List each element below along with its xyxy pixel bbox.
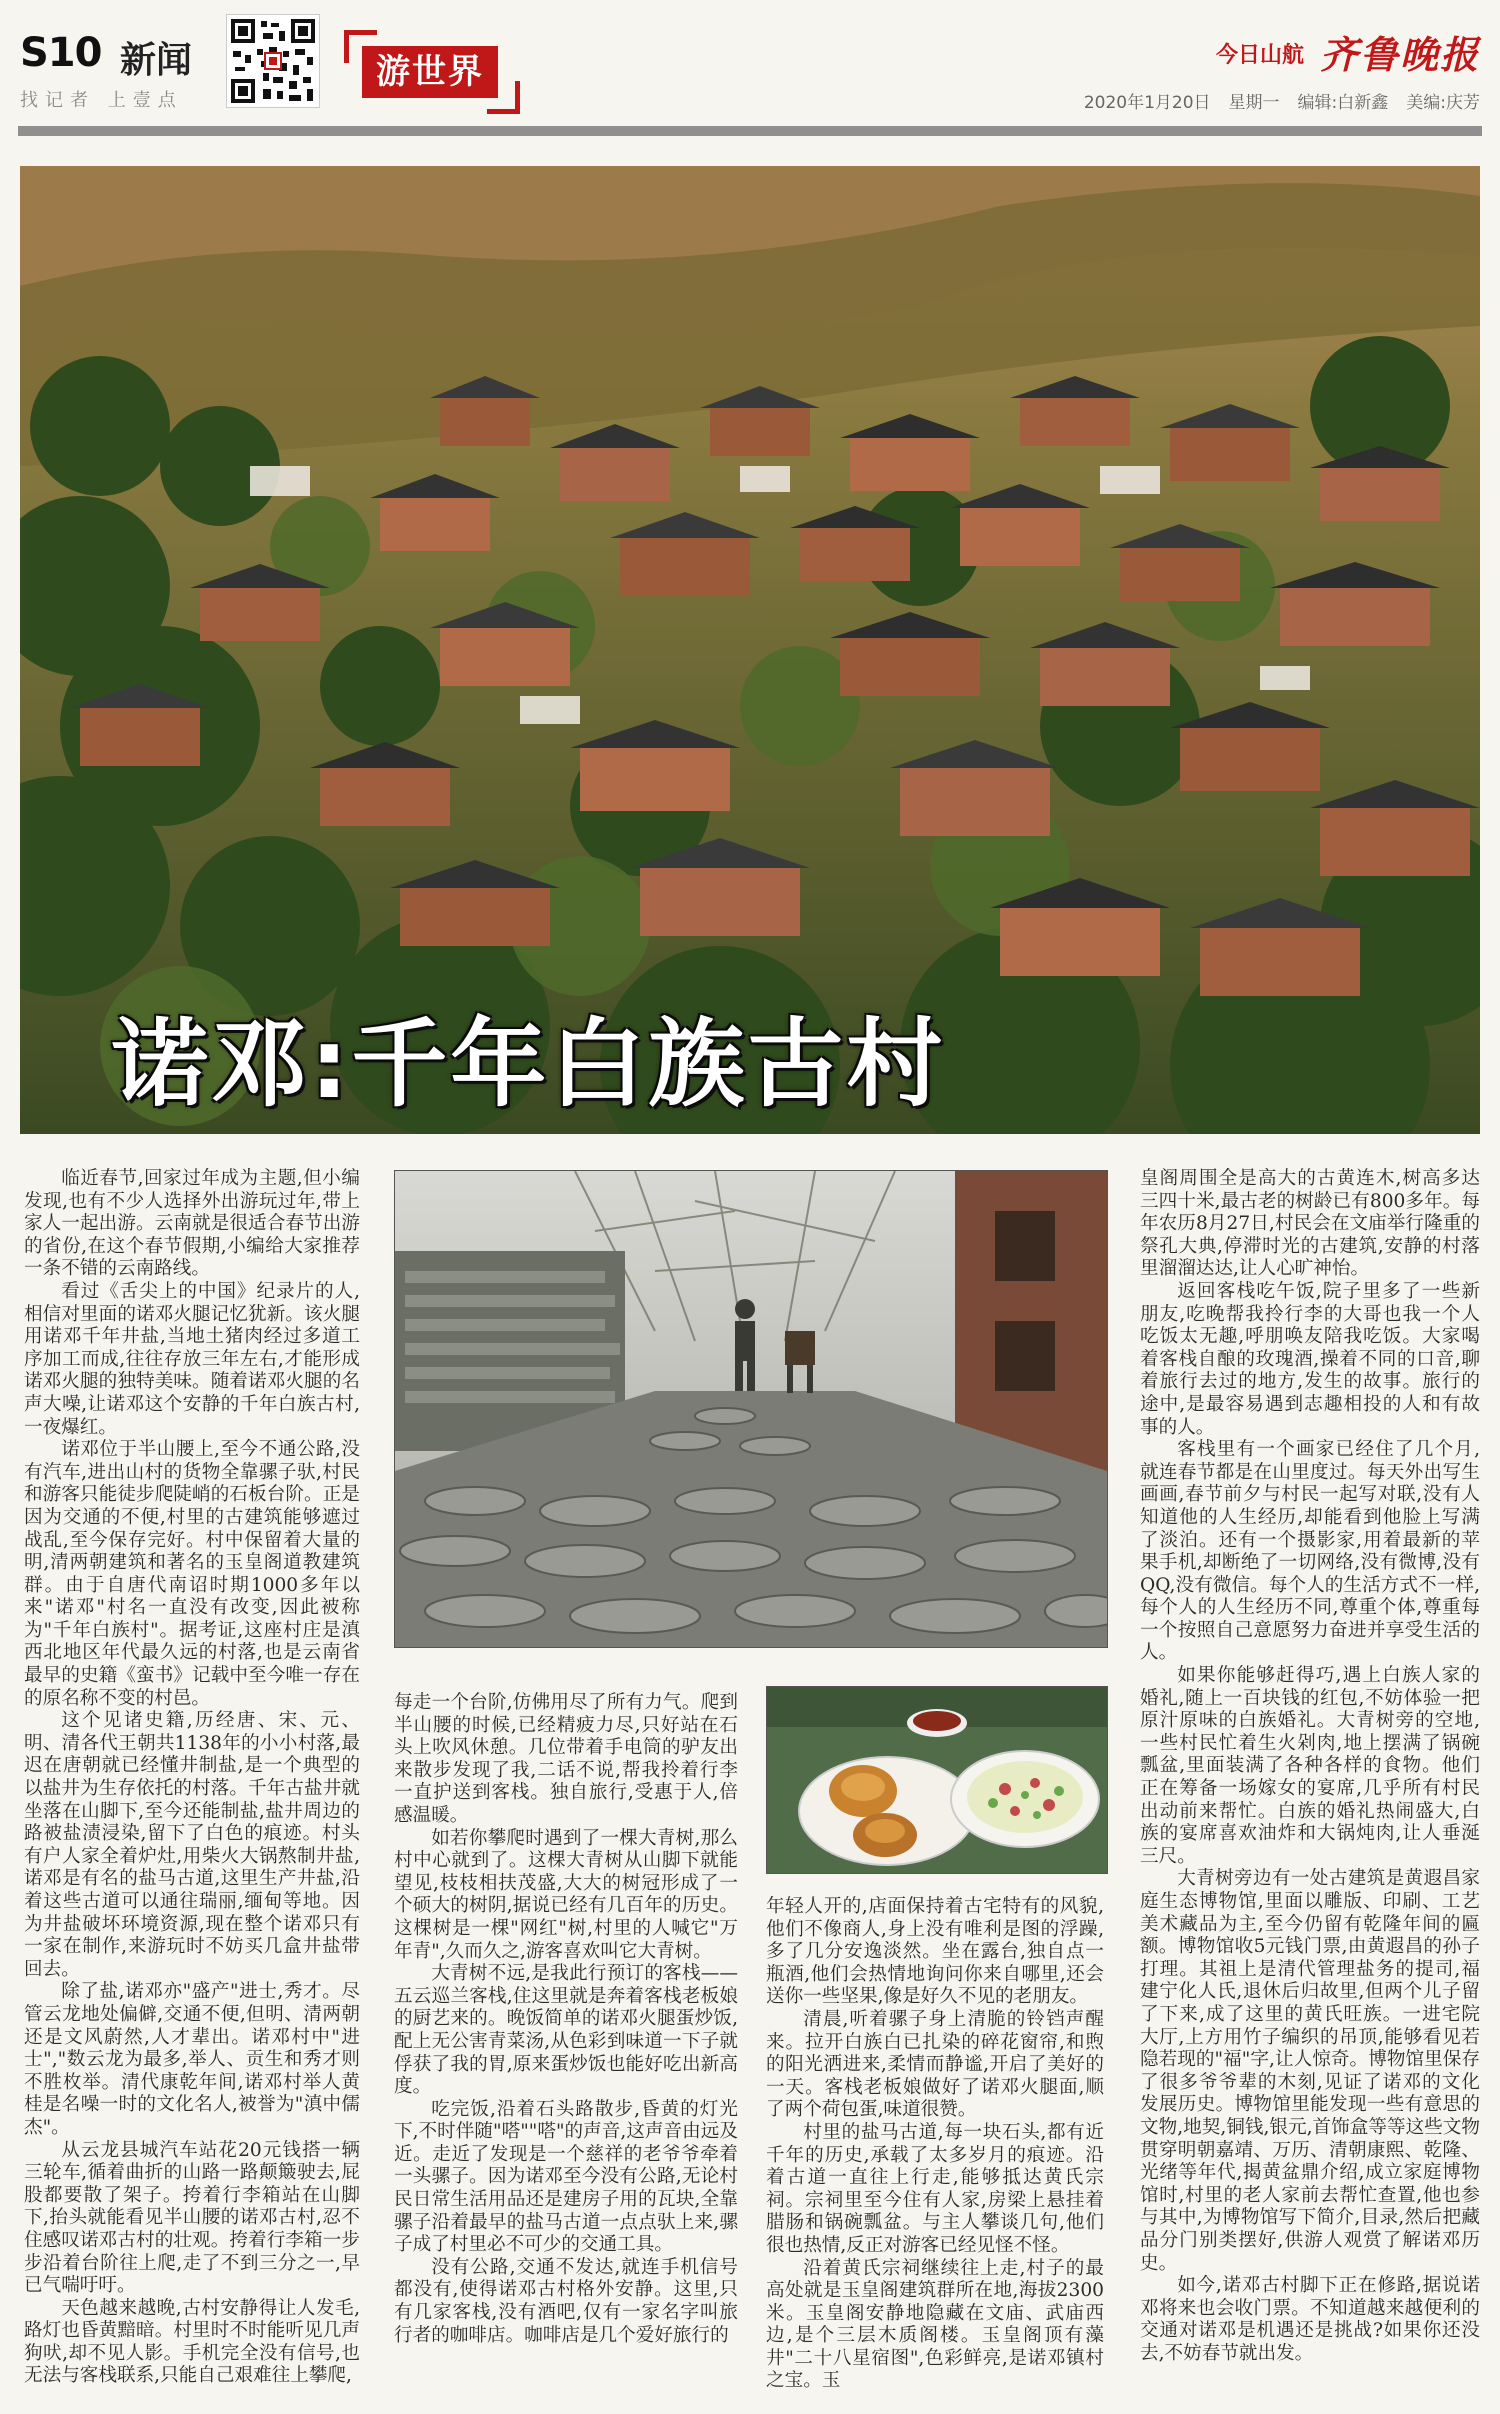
column-tag [344,30,520,114]
stone-road-image [395,1171,1107,1647]
food-dishes-image [767,1687,1107,1873]
paragraph: 从云龙县城汽车站花20元钱搭一辆三轮车,循着曲折的山路一路颠簸驶去,屁股都要散了架子。挎着行李箱站在山脚下,抬头就能看见半山腰的诺邓古村,忍不住感叹诺邓古村的壮观。挎着行李箱一步步沿着台阶往上爬,走了不到三分之一,早已气喘吁吁。 [24,2139,360,2297]
salt-road-photo [394,1170,1108,1648]
paragraph: 这个见诸史籍,历经唐、宋、元、明、清各代王朝共1138年的小小村落,最迟在唐朝就已经懂井制盐,是一个典型的以盐井为生存依托的村落。千年古盐井就坐落在山脚下,至今还能制盐,盐井周边的路被盐渍浸染,留下了白色的痕迹。村头有户人家全着炉灶,用柴火大锅熬制井盐,诺邓是有名的盐马古道,这里生产井盐,沿着这些古道可以通往瑞丽,缅甸等地。因为井盐破坏环境资源,现在整个诺邓只有一家在制作,来游玩时不妨买几盒井盐带回去。 [24,1710,360,1980]
masthead [18,10,1482,120]
issue-date: 2020年1月20日 [1083,93,1211,113]
paragraph: 沿着黄氏宗祠继续往上走,村子的最高处就是玉皇阁建筑群所在地,海拔2300米。玉皇阁安静地隐藏在文庙、武庙西边,是个三层木质阁楼。玉皇阁顶有藻井"二十八星宿图",色彩鲜亮,是诺邓镇村之宝。玉 [766,2257,1104,2392]
paragraph: 如若你攀爬时遇到了一棵大青树,那么村中心就到了。这棵大青树从山脚下就能望见,枝枝相扶茂盛,大大的树冠形成了一个硕大的树阴,据说已经有几百年的历史。这棵树是一棵"网红"树,村里的人喊它"万年青",久而久之,游客喜欢叫它大青树。 [394,1827,738,1962]
designer-credit: 美编:庆芳 [1406,93,1480,113]
local-food-photo [766,1686,1108,1874]
column-title: 游世界 [362,46,498,98]
article-column-4 [1140,1168,1480,2400]
paragraph: 如果你能够赶得巧,遇上白族人家的婚礼,随上一百块钱的红包,不妨体验一把原汁原味的白族婚礼。大青树旁的空地,一些村民忙着生火剁肉,地上摆满了锅碗瓢盆,里面装满了各种各样的食物。他们正在筹备一场嫁女的宴席,几乎所有村民出动前来帮忙。白族的婚礼热闹盛大,白族的宴席喜欢油炸和大锅炖肉,让人垂涎三尺。 [1140,1665,1480,1867]
section-tagline: 找记者 上壹点 [20,90,183,111]
paragraph: 每走一个台阶,仿佛用尽了所有力气。爬到半山腰的时候,已经精疲力尽,只好站在石头上吹风休憩。几位带着手电筒的驴友出来散步发现了我,二话不说,帮我拎着行李一直护送到客栈。独自旅行,受惠于人,倍感温暖。 [394,1692,738,1826]
paragraph: 大青树旁边有一处古建筑是黄遐昌家庭生态博物馆,里面以雕版、印刷、工艺美术藏品为主,至今仍留有乾隆年间的匾额。博物馆收5元钱门票,由黄遐昌的孙子打理。其祖上是清代管理盐务的提司,福建宁化人氏,退休后归故里,但两个儿子留了下来,成了这里的黄氏旺族。一进宅院大厅,上方用竹子编织的吊顶,能够看见若隐若现的"福"字,让人惊奇。博物馆里保存了很多爷爷辈的木刻,见证了诺邓的文化发展历史。博物馆里能发现一些有意思的文物,地契,铜钱,银元,首饰盒等等这些文物贯穿明朝嘉靖、万历、清朝康熙、乾隆、光绪等年代,揭黄盆鼎介绍,成立家庭博物馆时,村里的老人家前去帮忙查置,他也参与其中,为博物馆写下简介,目录,然后把藏品分门别类摆好,供游人观赏了解诺邓历史。 [1140,1868,1480,2274]
page-number: S10 [20,30,102,76]
paragraph: 诺邓位于半山腰上,至今不通公路,没有汽车,进出山村的货物全靠骡子驮,村民和游客只能徒步爬陡峭的石板台阶。正是因为交通的不便,村里的古建筑能够遮过战乱,至今保存完好。村中保留着大量的明,清两朝建筑和著名的玉皇阁道教建筑群。由于自唐代南诏时期1000多年以来"诺邓"村名一直没有改变,因此被称为"千年白族村"。据考证,这座村庄是滇西北地区年代最久远的村落,也是云南省最早的史籍《蛮书》记载中至今唯一存在的原名称不变的村邑。 [24,1439,360,1709]
paragraph: 天色越来越晚,古村安静得让人发毛,路灯也昏黄黯暗。村里时不时能听见几声狗吠,却不见人影。手机完全没有信号,也无法与客栈联系,只能自己艰难往上攀爬, [24,2297,360,2387]
paragraph: 村里的盐马古道,每一块石头,都有近千年的历史,承载了太多岁月的痕迹。沿着古道一直往上行走,能够抵达黄氏宗祠。宗祠里至今住有人家,房梁上悬挂着腊肠和锅碗瓢盆。与主人攀谈几句,他们很也热情,反正对游客已经见怪不怪。 [766,2121,1104,2256]
dateline [1066,88,1480,113]
qr-code-icon[interactable] [226,14,320,108]
paragraph: 没有公路,交通不发达,就连手机信号都没有,使得诺邓古村格外安静。这里,只有几家客栈,没有酒吧,仅有一家名字叫旅行者的咖啡店。咖啡店是几个爱好旅行的 [394,2256,738,2346]
issue-weekday: 星期一 [1228,93,1280,113]
article-column-1 [24,1168,360,2400]
article-column-2 [394,1692,738,2400]
paragraph: 看过《舌尖上的中国》纪录片的人,相信对里面的诺邓火腿记忆犹新。该火腿用诺邓千年井盐,当地土猪肉经过多道工序加工而成,往往存放三年左右,才能形成诺邓火腿的独特美味。随着诺邓火腿的名声大噪,让诺邓这个安静的千年白族古村,一夜爆红。 [24,1280,360,1438]
paragraph: 客栈里有一个画家已经住了几个月,就连春节都是在山里度过。每天外出写生画画,春节前夕与村民一起写对联,没有人知道他的人生经历,却能看到他脸上写满了淡泊。还有一个摄影家,用着最新的苹果手机,却断绝了一切网络,没有微博,没有QQ,没有微信。每个人的生活方式不一样,每个人的人生经历不同,尊重个体,尊重每一个按照自己意愿努力奋进并享受生活的人。 [1140,1439,1480,1664]
hero-photo [20,166,1480,1134]
article-headline: 诺邓:千年白族古村 [112,1008,946,1120]
section-name: 新闻 [120,40,193,81]
paragraph: 清晨,听着骡子身上清脆的铃铛声醒来。拉开白族白已扎染的碎花窗帘,和煦的阳光洒进来,柔情而静谧,开启了美好的一天。客栈老板娘做好了诺邓火腿面,顺了两个荷包蛋,味道很赞。 [766,2008,1104,2121]
paragraph: 临近春节,回家过年成为主题,但小编发现,也有不少人选择外出游玩过年,带上家人一起出游。云南就是很适合春节出游的省份,在这个春节假期,小编给大家推荐一条不错的云南路线。 [24,1168,360,1280]
header-rule [18,126,1482,136]
paper-logo: 齐鲁晚报 [1319,32,1480,77]
paragraph: 返回客栈吃午饭,院子里多了一些新朋友,吃晚帮我拎行李的大哥也我一个人吃饭太无趣,呼朋唤友陪我吃饭。大家喝着客栈自酿的玫瑰酒,操着不同的口音,聊着旅行去过的地方,发生的故事。旅行的途中,是最容易遇到志趣相投的人和有故事的人。 [1140,1280,1480,1438]
paragraph: 大青树不远,是我此行预订的客栈——五云巡兰客栈,住这里就是奔着客栈老板娘的厨艺来的。晚饭简单的诺邓火腿蛋炒饭,配上无公害青菜汤,从色彩到味道一下子就俘获了我的胃,原来蛋炒饭也能好吃出新高度。 [394,1963,738,2098]
article-column-3 [766,1896,1104,2400]
paragraph: 如今,诺邓古村脚下正在修路,据说诺邓将来也会收门票。不知道越来越便利的交通对诺邓是机遇还是挑战?如果你还没去,不妨春节就出发。 [1140,2275,1480,2364]
paragraph: 年轻人开的,店面保持着古宅特有的风貌,他们不像商人,身上没有唯利是图的浮躁,多了几分安逸淡然。坐在露台,独自点一瓶酒,他们会热情地询问你来自哪里,还会送你一些坚果,像是好久不见的老朋友。 [766,1896,1104,2008]
paragraph: 吃完饭,沿着石头路散步,昏黄的灯光下,不时伴随"嗒""嗒"的声音,这声音由远及近。走近了发现是一个慈祥的老爷爷牵着一头骡子。因为诺邓至今没有公路,无论村民日常生活用品还是建房子用的瓦块,全靠骡子沿着最早的盐马古道一点点驮上来,骡子成了村里必不可少的交通工具。 [394,2098,738,2256]
partner-label: 今日山航 [1215,43,1304,68]
paragraph: 皇阁周围全是高大的古黄连木,树高多达三四十米,最古老的树龄已有800多年。每年农历8月27日,村民会在文庙举行隆重的祭孔大典,停滞时光的古建筑,安静的村落里溜溜达达,让人心旷神怡。 [1140,1168,1480,1280]
paragraph: 除了盐,诺邓亦"盛产"进士,秀才。尽管云龙地处偏僻,交通不便,但明、清两朝还是文风蔚然,人才辈出。诺邓村中"进士","数云龙为最多,举人、贡生和秀才则不胜枚举。清代康乾年间,诺邓村举人黄桂是名噪一时的文化名人,被誉为"滇中儒杰"。 [24,1981,360,2138]
editor-credit: 编辑:白新鑫 [1297,93,1389,113]
